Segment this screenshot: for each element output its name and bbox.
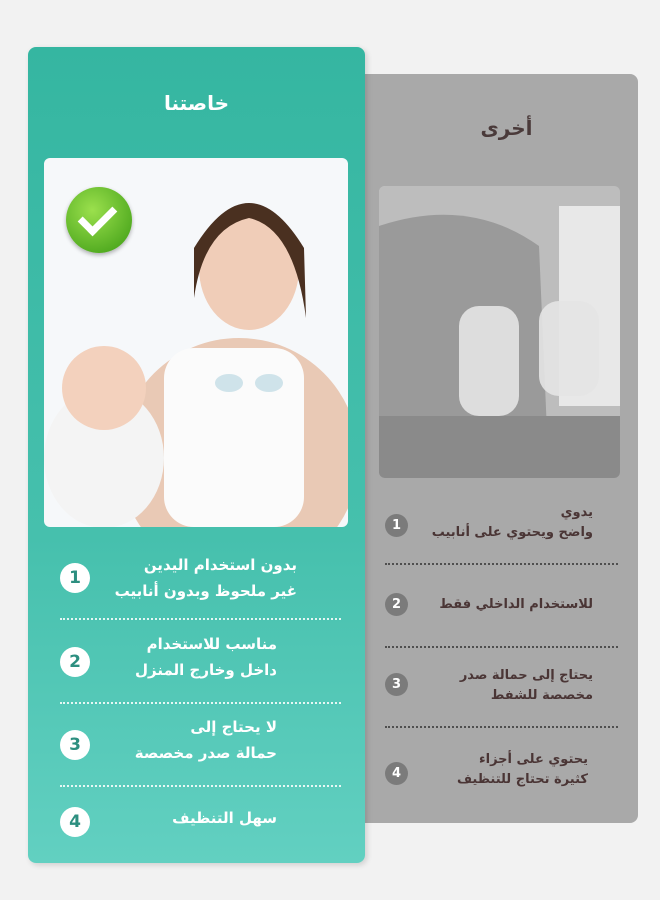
dotted-divider: [60, 785, 341, 787]
our-product-photo: [44, 158, 348, 527]
feature-line: واضح ويحتوي على أنابيب: [431, 525, 593, 540]
dotted-divider: [385, 563, 618, 565]
feature-line: للاستخدام الداخلي فقط: [439, 597, 593, 612]
number-badge: 2: [60, 647, 90, 677]
other-product-card: [355, 74, 638, 823]
other-product-photo: [379, 186, 620, 478]
manual-pump-photo: [379, 186, 620, 478]
number-badge: 2: [385, 593, 408, 616]
number-badge: 4: [385, 762, 408, 785]
feature-line: بدون استخدام اليدين: [143, 556, 297, 574]
feature-line: حمالة صدر مخصصة: [134, 744, 277, 762]
feature-line: كثيرة تحتاج للتنظيف: [456, 772, 588, 787]
dotted-divider: [385, 726, 618, 728]
our-product-card: [28, 47, 365, 863]
feature-line: يحتوي على أجزاء: [478, 752, 588, 767]
feature-line: لا يحتاج إلى: [190, 718, 277, 736]
number-badge: 1: [385, 514, 408, 537]
number-badge: 3: [385, 673, 408, 696]
number-badge: 4: [60, 807, 90, 837]
dotted-divider: [385, 646, 618, 648]
our-product-title: خاصتنا: [163, 91, 230, 115]
dotted-divider: [60, 618, 341, 620]
checkmark-icon: [66, 187, 132, 253]
feature-line: مخصصة للشفط: [490, 688, 593, 703]
dotted-divider: [60, 702, 341, 704]
feature-line: داخل وخارج المنزل: [135, 661, 277, 679]
number-badge: 1: [60, 563, 90, 593]
number-badge: 3: [60, 730, 90, 760]
feature-line: مناسب للاستخدام: [146, 635, 277, 653]
feature-line: يحتاج إلى حمالة صدر: [459, 668, 593, 683]
feature-line: يدوي: [560, 505, 593, 520]
feature-line: سهل التنظيف: [172, 809, 277, 827]
feature-line: غير ملحوظ وبدون أنابيب: [114, 582, 297, 600]
other-product-title: أخرى: [480, 116, 533, 140]
